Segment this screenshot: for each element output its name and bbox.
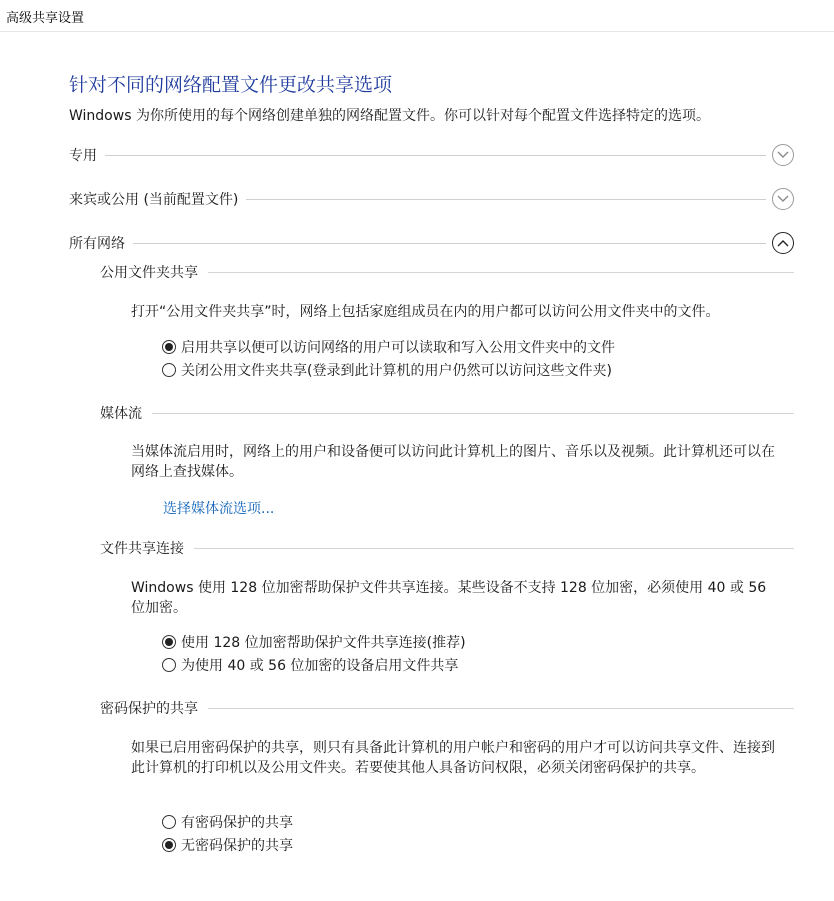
- radio-button[interactable]: [162, 838, 176, 852]
- divider: [208, 272, 794, 273]
- radio-selected-dot: [165, 343, 173, 351]
- divider: [194, 548, 794, 549]
- radio-button[interactable]: [162, 658, 176, 672]
- radio-password-on[interactable]: [162, 812, 293, 832]
- window-title: 高级共享设置: [6, 11, 85, 26]
- divider: [133, 243, 766, 244]
- intro-text: Windows 为你所使用的每个网络创建单独的网络配置文件。你可以针对每个配置文件选择特定的选项。: [69, 108, 710, 124]
- radio-selected-dot: [165, 638, 173, 646]
- radio-128bit-encryption[interactable]: [162, 632, 466, 652]
- radio-label: 关闭公用文件夹共享(登录到此计算机的用户仍然可以访问这些文件夹): [181, 363, 612, 379]
- file-sharing-desc: Windows 使用 128 位加密帮助保护文件共享连接。某些设备不支持 128 位加密，必须使用 40 或 56 位加密。: [131, 580, 767, 616]
- subsection-title: 密码保护的共享: [100, 701, 198, 717]
- subsection-media-streaming: [100, 403, 794, 423]
- section-label: 来宾或公用 (当前配置文件): [69, 192, 239, 208]
- radio-button[interactable]: [162, 363, 176, 377]
- section-label: 所有网络: [69, 236, 125, 252]
- radio-button[interactable]: [162, 340, 176, 354]
- divider: [208, 708, 794, 709]
- public-folder-desc: 打开“公用文件夹共享”时，网络上包括家庭组成员在内的用户都可以访问公用文件夹中的文件。: [131, 304, 720, 320]
- radio-button[interactable]: [162, 815, 176, 829]
- radio-enable-public-sharing[interactable]: [162, 337, 615, 357]
- divider: [246, 199, 766, 200]
- subsection-title: 公用文件夹共享: [100, 265, 198, 281]
- radio-selected-dot: [165, 841, 173, 849]
- subsection-public-folder: [100, 262, 794, 282]
- divider: [105, 155, 766, 156]
- radio-label: 有密码保护的共享: [181, 815, 293, 831]
- subsection-title: 文件共享连接: [100, 541, 184, 557]
- media-desc: 当媒体流启用时，网络上的用户和设备便可以访问此计算机上的图片、音乐以及视频。此计算机还可以在网络上查找媒体。: [131, 444, 775, 480]
- radio-label: 为使用 40 或 56 位加密的设备启用文件共享: [181, 658, 459, 674]
- radio-40-56bit-encryption[interactable]: [162, 655, 458, 675]
- section-private[interactable]: [69, 143, 794, 167]
- section-label: 专用: [69, 148, 97, 164]
- divider: [152, 413, 794, 414]
- radio-label: 无密码保护的共享: [181, 838, 293, 854]
- subsection-title: 媒体流: [100, 406, 142, 422]
- title-divider: [0, 31, 834, 32]
- section-guest-public[interactable]: [69, 187, 794, 211]
- chevron-down-icon[interactable]: [772, 188, 794, 210]
- chevron-up-icon[interactable]: [772, 232, 794, 254]
- radio-button[interactable]: [162, 635, 176, 649]
- radio-label: 使用 128 位加密帮助保护文件共享连接(推荐): [181, 635, 466, 651]
- section-all-networks[interactable]: [69, 231, 794, 255]
- media-streaming-options-link[interactable]: 选择媒体流选项...: [163, 501, 275, 517]
- radio-disable-public-sharing[interactable]: [162, 360, 612, 380]
- subsection-file-sharing: [100, 538, 794, 558]
- chevron-down-icon[interactable]: [772, 144, 794, 166]
- radio-password-off[interactable]: [162, 835, 293, 855]
- page-heading: 针对不同的网络配置文件更改共享选项: [69, 74, 393, 96]
- subsection-password-sharing: [100, 698, 794, 718]
- password-desc: 如果已启用密码保护的共享，则只有具备此计算机的用户帐户和密码的用户才可以访问共享文件、连接到此计算机的打印机以及公用文件夹。若要使其他人具备访问权限，必须关闭密码保护的共享。: [131, 740, 775, 776]
- radio-label: 启用共享以便可以访问网络的用户可以读取和写入公用文件夹中的文件: [181, 340, 615, 356]
